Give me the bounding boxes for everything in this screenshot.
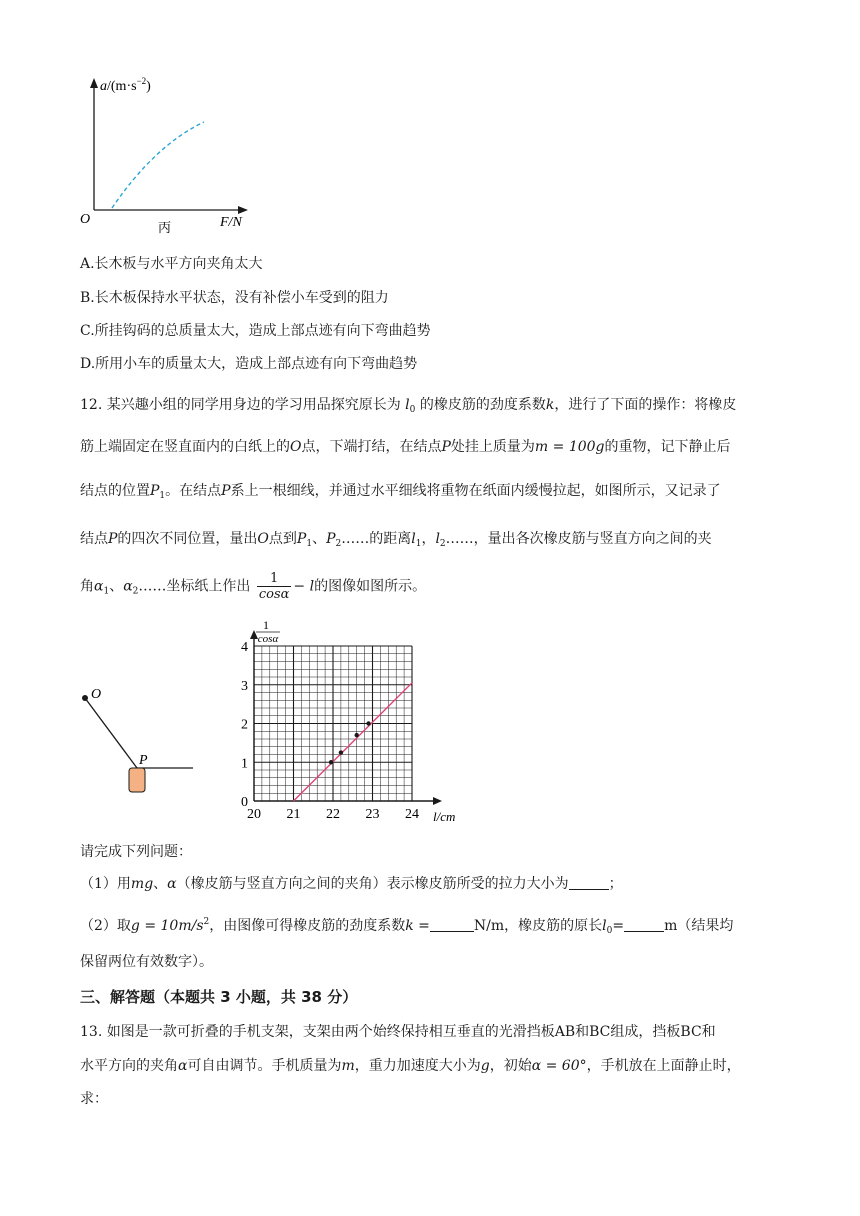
y-tick-label: 1 [241, 756, 248, 772]
section-3-heading: 三、解答题（本题共 3 小题，共 38 分） [80, 988, 358, 1006]
label-o: O [91, 687, 102, 702]
x-axis-label: l/cm [433, 809, 456, 824]
chart-grid [254, 646, 412, 801]
option-a: A.长木板与水平方向夹角太大 [80, 256, 263, 272]
question-1: （1）用mg、α（橡皮筋与竖直方向之间的夹角）表示橡皮筋所受的拉力大小为 ； [80, 876, 623, 892]
y-axis-label-numerator: 1 [263, 618, 269, 632]
option-b: B.长木板保持水平状态，没有补偿小车受到的阻力 [80, 290, 389, 306]
x-tick-label: 21 [286, 807, 301, 822]
fraction-1-over-cos: $\frac{1}{\cos\alpha}$ [258, 571, 290, 602]
chart-axes [250, 630, 442, 805]
questions-intro: 请完成下列问题： [80, 844, 192, 860]
data-point [355, 733, 359, 737]
q13-line-3: 求： [80, 1091, 108, 1107]
data-point [329, 760, 333, 764]
y-axis-label-denominator: cosα [257, 633, 279, 645]
x-axis-label: F/N [220, 215, 242, 230]
answer-blank-3[interactable] [624, 917, 664, 932]
chart-marks [294, 683, 413, 801]
y-axis-label: $a/(m\cdot s^{-2})$ [100, 76, 151, 94]
question-2: （2）取$g = 10m/s^2$，由图像可得橡皮筋的劲度系数k = N/m，橡皮筋的原长$l_0= m$（结果均 [80, 917, 734, 936]
y-axis-arrow [90, 78, 98, 88]
x-axis-arrow [238, 206, 248, 214]
data-point [366, 721, 370, 725]
y-tick-label: 0 [241, 795, 248, 810]
q12-line-5: 角$\alpha_1$、$\alpha_2\dots\dots$坐标纸上作出 $\frac{1}{\cos\alpha}$ − l的图像如图所示。 [80, 571, 427, 602]
y-tick-label: 2 [241, 717, 248, 733]
figure-bing-af-graph [70, 70, 270, 240]
fit-line [294, 683, 413, 801]
y-tick-label: 3 [241, 678, 248, 694]
option-c: C.所挂钩码的总质量太大，造成上部点迹有向下弯曲趋势 [80, 323, 431, 339]
q12-line-3: 结点的位置$P_1$。在结点P系上一根细线，并通过水平细线将重物在纸面内缓慢拉起，如图所示，又记录了 [80, 483, 721, 501]
figure-rubber-band-setup [75, 680, 205, 805]
x-axis-arrow [433, 797, 442, 805]
rubber-band [85, 698, 137, 768]
answer-blank-2[interactable] [430, 917, 474, 932]
figure-caption: 丙 [158, 220, 172, 235]
x-tick-label: 24 [405, 807, 419, 822]
q12-line-4: 结点P的四次不同位置，量出O点到$P_1$、$P_2\dots\dots$的距离$l_1$，$l_2\dots\dots$，量出各次橡皮筋与竖直方向之间的夹 [80, 531, 712, 549]
question-2-continued: 保留两位有效数字）。 [80, 954, 213, 970]
q12-line-2: 筋上端固定在竖直面内的白纸上的O点，下端打结，在结点P处挂上质量为m = 100g的重物，记下静止后 [80, 439, 731, 455]
label-p: P [139, 753, 148, 768]
x-tick-label: 23 [365, 807, 380, 822]
data-point [339, 750, 343, 754]
weight-block [129, 768, 145, 792]
af-curve [112, 122, 204, 208]
y-tick-label: 4 [241, 640, 248, 655]
q12-line-1: 12. 某兴趣小组的同学用身边的学习用品探究原长为 $l_0$ 的橡皮筋的劲度系数k，进行了下面的操作：将橡皮 [80, 397, 737, 415]
x-tick-label: 22 [326, 807, 340, 822]
option-d: D.所用小车的质量太大，造成上部点迹有向下弯曲趋势 [80, 356, 418, 372]
q13-line-1: 13. 如图是一款可折叠的手机支架，支架由两个始终保持相互垂直的光滑挡板AB和BC组成，挡板BC和 [80, 1024, 716, 1040]
chart-inverse-cos-vs-length [232, 615, 477, 830]
q13-line-2: 水平方向的夹角α可自由调节。手机质量为m，重力加速度大小为g，初始α = 60°，手机放在上面静止时， [80, 1058, 741, 1074]
origin-label: O [80, 212, 91, 227]
answer-blank-1[interactable] [569, 875, 609, 890]
x-tick-label: 20 [247, 807, 261, 822]
